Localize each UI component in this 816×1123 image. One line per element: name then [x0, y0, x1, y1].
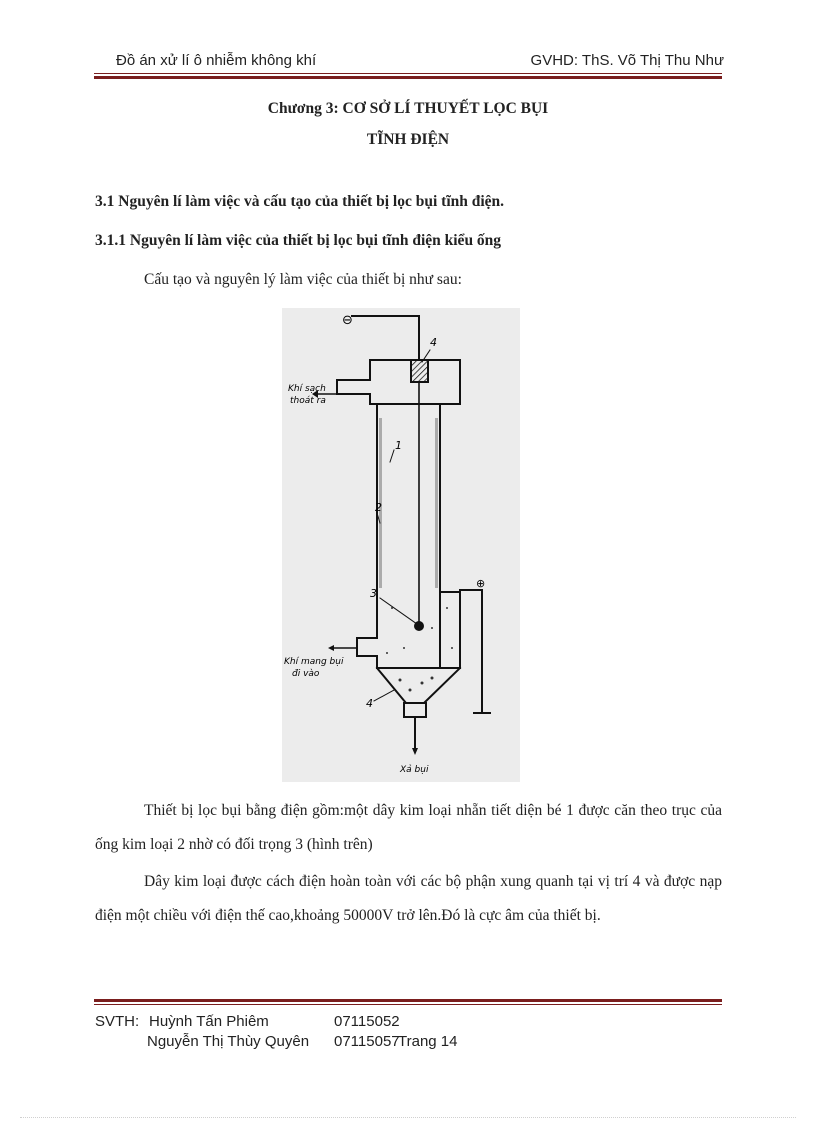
footer-rule-thick [94, 999, 722, 1002]
dust-dot [421, 682, 424, 685]
page-bottom-border [20, 1117, 796, 1118]
dust-dot [399, 679, 402, 682]
footer-id-2: 07115057 [334, 1033, 400, 1050]
plus-sign: ⊕ [476, 577, 486, 590]
header-rule-thin [94, 73, 722, 74]
dust-dot [431, 627, 433, 629]
chapter-title-line2: TĨNH ĐIỆN [366, 131, 450, 148]
label-2: 2 [375, 501, 382, 514]
dusty-gas-label-1: Khí mang bụi [284, 657, 344, 667]
header-advisor: GVHD: ThS. Võ Thị Thu Như [530, 52, 724, 69]
footer-name-2: Nguyễn Thị Thùy Quyên [147, 1033, 310, 1050]
dust-out-label: Xả bụi [400, 765, 429, 775]
section-heading-3-1-1: 3.1.1 Nguyên lí làm việc của thiết bị lọc bụi tĩnh điện kiểu ống [95, 232, 502, 249]
label-4-top: 4 [430, 336, 437, 349]
footer-name-1: Huỳnh Tấn Phiêm [149, 1013, 269, 1030]
dust-dot [409, 689, 412, 692]
minus-sign: ⊖ [342, 313, 353, 328]
dust-layer-right [435, 418, 438, 588]
dust-dot [446, 607, 448, 609]
dust-dot [391, 607, 393, 609]
chapter-title-line1: Chương 3: CƠ SỞ LÍ THUYẾT LỌC BỤI [267, 100, 549, 117]
dust-dot [403, 647, 405, 649]
paragraph-2: Dây kim loại được cách điện hoàn toàn với các bộ phận xung quanh tại vị trí 4 và được nạp điện một chiều với điện thế cao,khoảng 50000V trở lên.Đó là cực âm của thiết bị. [95, 873, 722, 924]
intro-text: Cấu tạo và nguyên lý làm việc của thiết bị như sau: [144, 271, 462, 288]
dust-dot [431, 677, 434, 680]
dust-dot [386, 652, 388, 654]
paragraph-1: Thiết bị lọc bụi bằng điện gồm:một dây kim loại nhẵn tiết diện bé 1 được căn theo trục của ống kim loại 2 nhờ có đối trọng 3 (hình trên) [95, 802, 722, 853]
label-1: 1 [395, 439, 402, 452]
footer-id-1: 07115052 [334, 1013, 400, 1030]
insulator-box [411, 360, 428, 382]
figure-background [282, 308, 520, 782]
clean-gas-label-1: Khí sạch [288, 384, 326, 394]
counterweight [414, 621, 424, 631]
section-heading-3-1: 3.1 Nguyên lí làm việc và cấu tạo của thiết bị lọc bụi tĩnh điện. [95, 193, 505, 210]
footer-rule-thin [94, 1004, 722, 1005]
dust-dot [451, 647, 453, 649]
footer-page-number: Trang 14 [398, 1033, 458, 1050]
label-3: 3 [370, 587, 377, 600]
header-title: Đồ án xử lí ô nhiễm không khí [116, 52, 317, 69]
header-rule-thick [94, 76, 722, 79]
clean-gas-label-2: thoát ra [290, 396, 326, 406]
footer-svth-label: SVTH: [95, 1013, 140, 1030]
label-4-bottom: 4 [366, 697, 373, 710]
dusty-gas-label-2: đi vào [292, 669, 320, 679]
precipitator-diagram [282, 308, 520, 782]
